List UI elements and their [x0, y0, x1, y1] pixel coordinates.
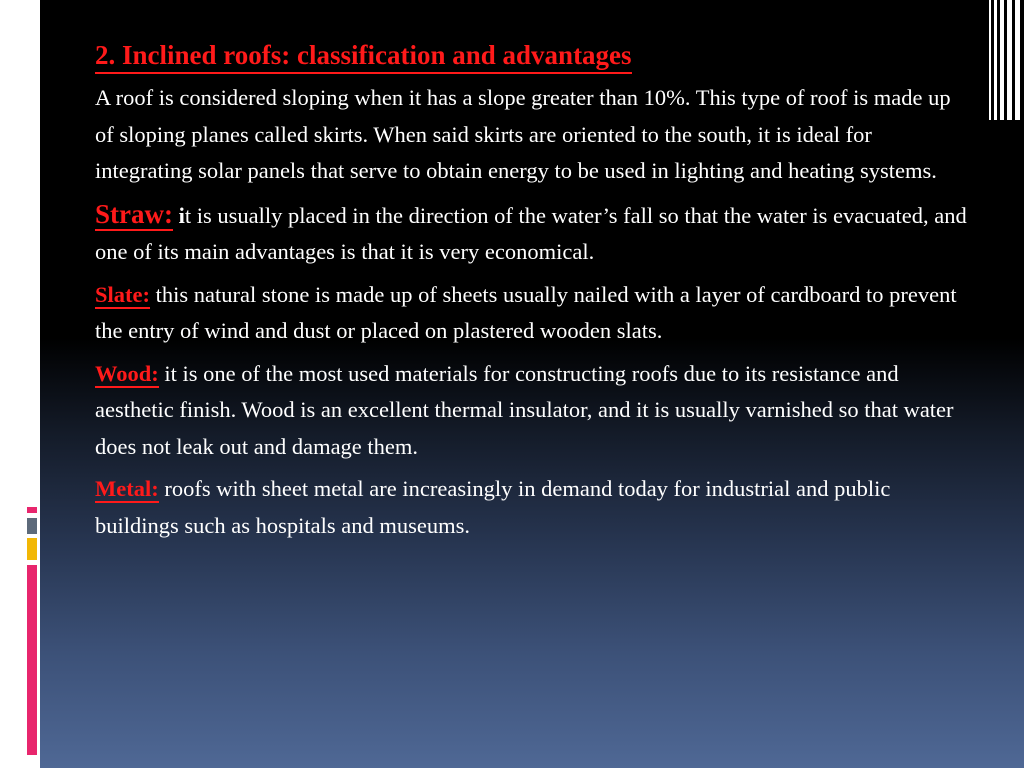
- side-color-marks: [27, 0, 40, 768]
- straw-term: Straw:: [95, 198, 173, 229]
- straw-paragraph: [95, 196, 975, 271]
- yellow-mark: [27, 538, 37, 560]
- straw-text: t is usually placed in the direction of the water’s fall so that the water is evacuated, and one of its main advantages is that it is very economical.: [95, 202, 967, 264]
- corner-grip-decoration: [984, 0, 1024, 120]
- pink-mark-small: [27, 507, 37, 513]
- metal-text: roofs with sheet metal are increasingly in demand today for industrial and public buildings such as hospitals and museums.: [95, 476, 891, 538]
- wood-text: it is one of the most used materials for constructing roofs due to its resistance and aesthetic finish. Wood is an excellent thermal insulator, and it is usually varnished so that water does not leak out and damage them.: [95, 360, 954, 459]
- intro-paragraph: A roof is considered sloping when it has a slope greater than 10%. This type of roof is made up of sloping planes called skirts. When said skirts are oriented to the south, it is ideal for integrating solar panels that serve to obtain energy to be used in lighting and heating systems.: [95, 85, 951, 183]
- pink-mark-long: [27, 565, 37, 755]
- slide-content: [95, 34, 975, 550]
- slate-text: this natural stone is made up of sheets usually nailed with a layer of cardboard to prevent the entry of wind and dust or placed on plastered wooden slats.: [95, 281, 957, 343]
- wood-paragraph: [95, 356, 975, 466]
- gray-mark: [27, 518, 37, 534]
- slide-title: 2. Inclined roofs: classification and advantages: [95, 38, 632, 74]
- slate-term: Slate:: [95, 281, 150, 307]
- straw-lead-letter: i: [178, 202, 185, 228]
- wood-term: Wood:: [95, 360, 159, 386]
- metal-paragraph: [95, 471, 975, 544]
- metal-term: Metal:: [95, 476, 159, 501]
- slate-paragraph: [95, 277, 975, 350]
